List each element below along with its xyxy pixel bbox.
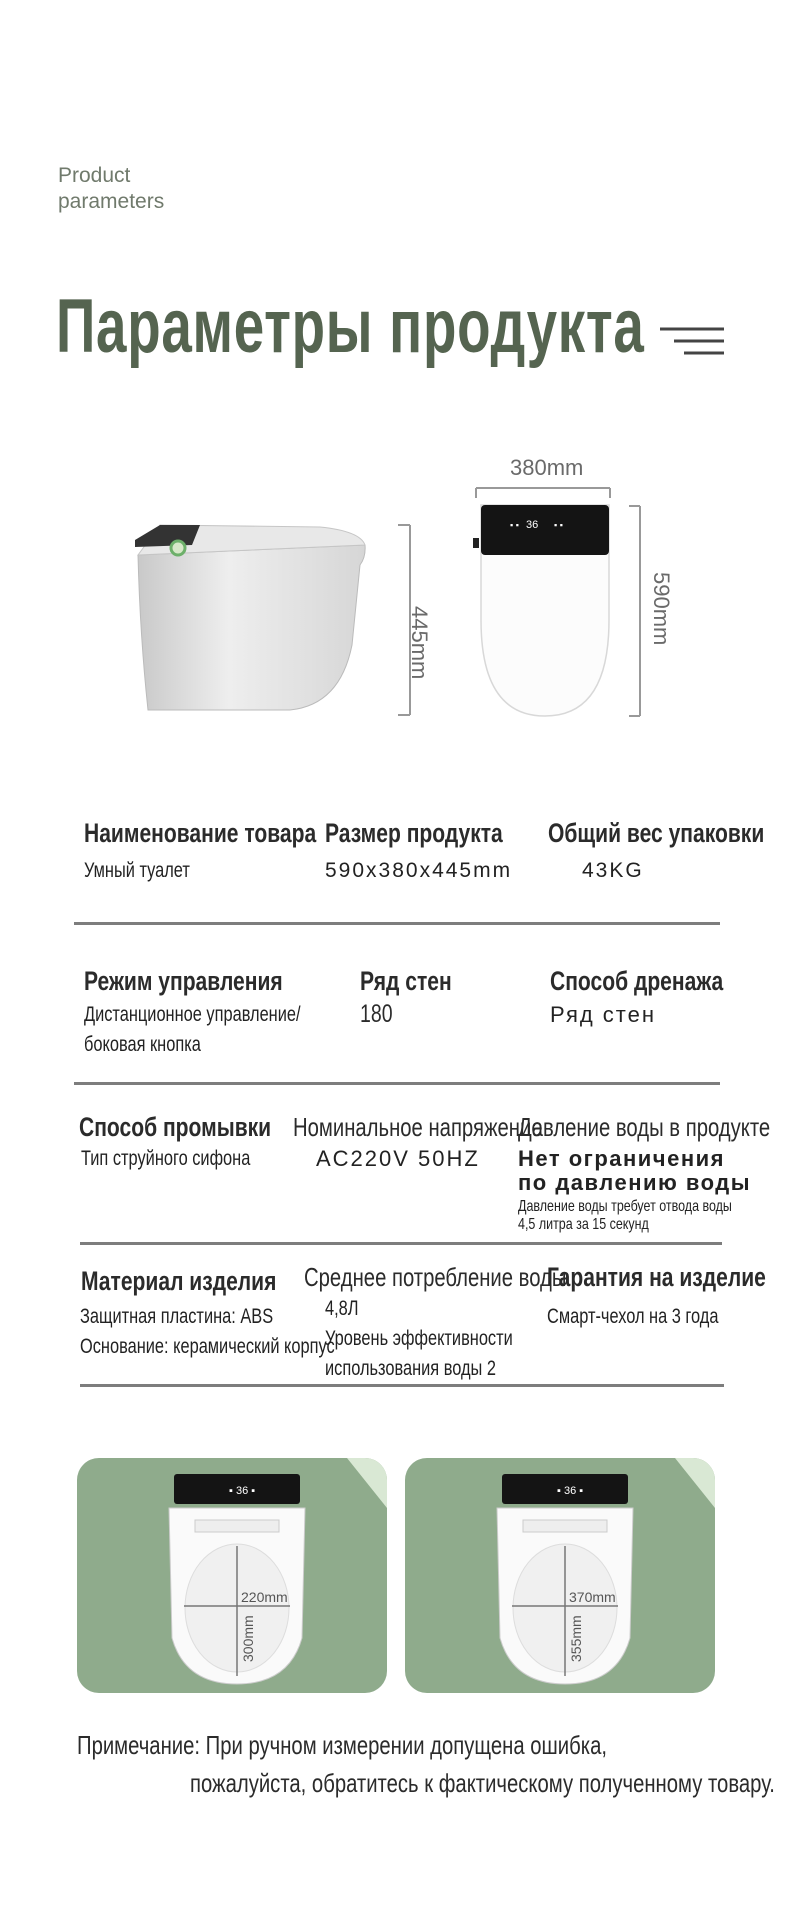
spec-warranty-value: Смарт-чехол на 3 года [547, 1305, 719, 1328]
divider [80, 1384, 724, 1387]
divider [80, 1242, 722, 1245]
divider [74, 922, 720, 925]
toilet-top-photo-1 [77, 1458, 387, 1693]
top-view-display: 36 [526, 519, 539, 531]
spec-voltage-value: AC220V 50HZ [316, 1146, 480, 1171]
spec-size-value: 590x380x445mm [325, 859, 513, 882]
spec-drain-label: Способ дренажа [550, 966, 724, 996]
note-line2: пожалуйста, обратитесь к фактическому полученному товару. [190, 1768, 775, 1798]
spec-size-label: Размер продукта [325, 818, 503, 848]
spec-voltage-label: Номинальное напряжение [293, 1112, 543, 1142]
spec-weight-value: 43KG [582, 859, 644, 882]
note-line1: Примечание: При ручном измерении допущена ошибка, [77, 1730, 607, 1760]
spec-pressure-note: Давление воды требует отвода воды 4,5 литра за 15 секунд [518, 1198, 732, 1233]
spec-weight-label: Общий вес упаковки [548, 818, 765, 848]
photo2-width-label: 370mm [569, 1589, 616, 1605]
spec-material-label: Материал изделия [81, 1266, 277, 1296]
spec-product-name-label: Наименование товара [84, 818, 317, 848]
spec-wall-value: 180 [360, 1000, 393, 1028]
svg-text:▪ ▪: ▪ ▪ [554, 520, 563, 530]
width-dimension-line [474, 480, 614, 500]
toilet-side-view [130, 515, 370, 715]
spec-wall-label: Ряд стен [360, 966, 452, 996]
spec-pressure-label: Давление воды в продукте [518, 1112, 771, 1142]
length-label: 590mm [649, 572, 674, 646]
svg-text:▪ 36 ▪: ▪ 36 ▪ [229, 1485, 256, 1497]
svg-text:▪ 36 ▪: ▪ 36 ▪ [557, 1485, 584, 1497]
spec-control-label: Режим управления [84, 966, 283, 996]
spec-flush-value: Тип струйного сифона [81, 1147, 251, 1170]
menu-lines-icon [660, 326, 724, 356]
spec-control-value: Дистанционное управление/ боковая кнопка [84, 1003, 301, 1056]
english-subtitle-line2: parameters [58, 190, 165, 213]
spec-pressure-value: Нет ограничения по давлению воды [518, 1146, 752, 1195]
length-dimension-line [626, 505, 646, 717]
photo1-width-label: 220mm [241, 1589, 288, 1605]
divider [74, 1082, 720, 1085]
height-label: 445mm [407, 606, 432, 680]
width-label: 380mm [510, 455, 584, 480]
english-subtitle-line1: Product [58, 164, 131, 187]
photo-seat-large [405, 1458, 715, 1693]
english-subtitle [58, 163, 164, 215]
toilet-top-photo-2 [405, 1458, 715, 1693]
photo2-depth-label: 355mm [568, 1615, 584, 1662]
toilet-top-view [470, 500, 620, 720]
spec-material-value: Защитная пластина: ABS Основание: керамический корпус [80, 1305, 335, 1358]
spec-water-label: Среднее потребление воды [304, 1262, 567, 1292]
spec-product-name-value: Умный туалет [84, 859, 190, 882]
svg-text:▪ ▪: ▪ ▪ [510, 520, 519, 530]
spec-water-value: 4,8Л Уровень эффективности использования воды 2 [325, 1297, 513, 1380]
spec-warranty-label: Гарантия на изделие [547, 1262, 766, 1292]
page-title-text: Параметры продукта [56, 284, 645, 369]
photo1-depth-label: 300mm [240, 1615, 256, 1662]
spec-flush-label: Способ промывки [79, 1112, 272, 1142]
spec-drain-value: Ряд стен [550, 1002, 657, 1027]
photo-seat-small [77, 1458, 387, 1693]
